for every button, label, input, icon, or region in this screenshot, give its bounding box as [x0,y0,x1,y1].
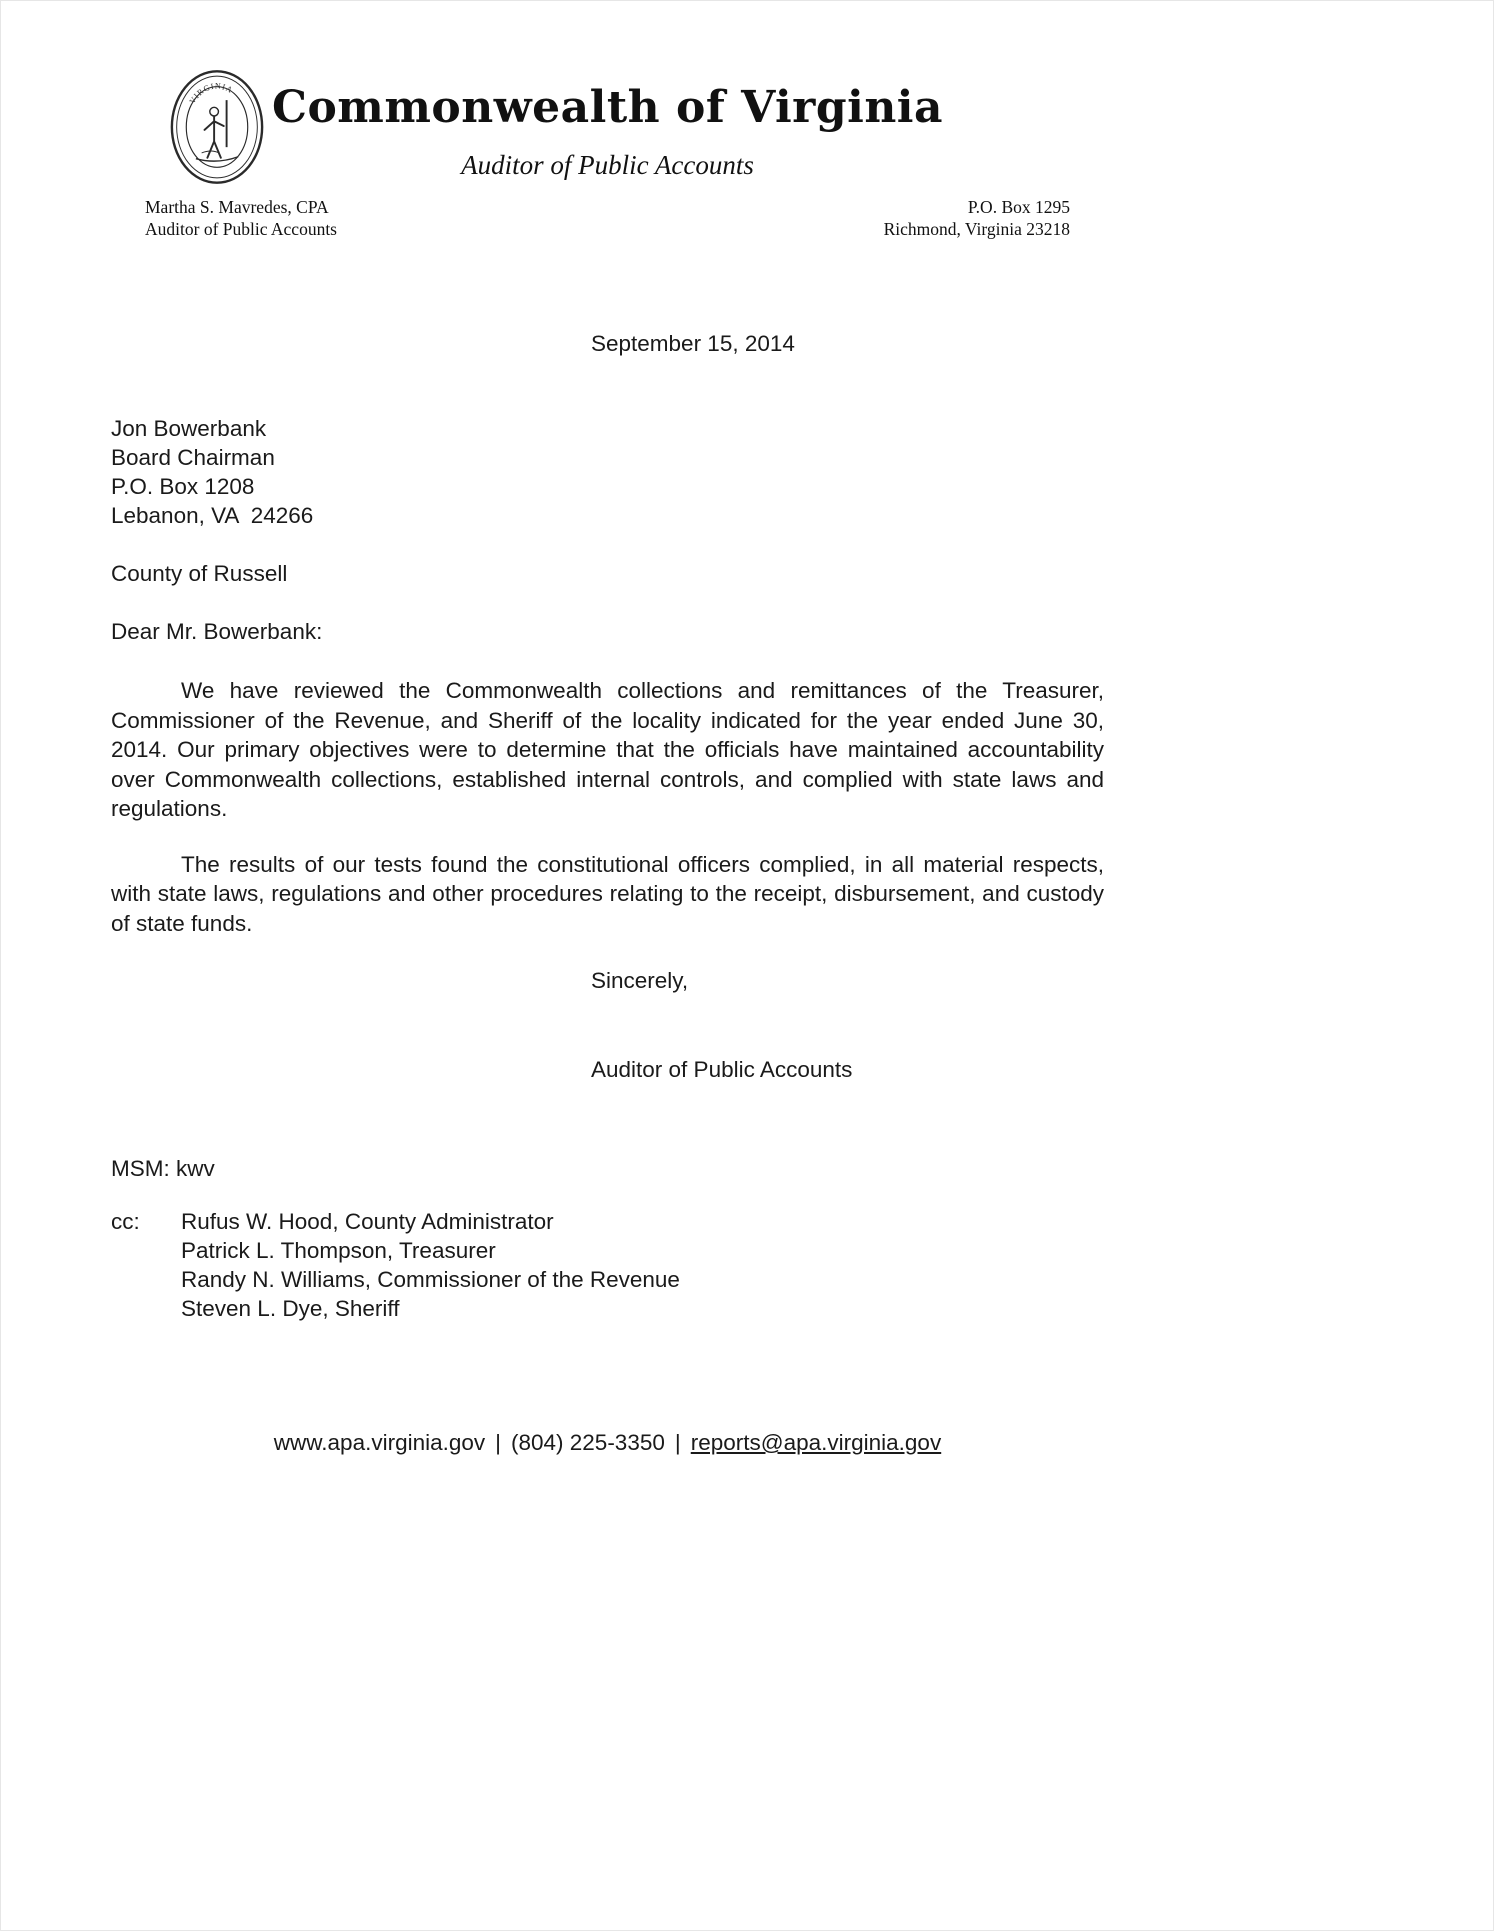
org-title: Commonwealth of Virginia [271,82,944,133]
letter-body [111,330,1104,1457]
signature-title: Auditor of Public Accounts [591,1057,853,1082]
svg-text:VIRGINIA: VIRGINIA [187,81,235,106]
locality-line: County of Russell [111,561,288,586]
recipient-po-box: P.O. Box 1208 [111,474,255,499]
footer-phone: (804) 225-3350 [511,1430,665,1455]
org-subtitle: Auditor of Public Accounts [461,150,754,180]
reference-initials: MSM: kwv [111,1156,215,1181]
cc-label: cc: [111,1209,140,1234]
letterhead-contacts [111,196,1104,240]
recipient-name: Jon Bowerbank [111,416,267,441]
recipient-city-state-zip: Lebanon, VA 24266 [111,503,314,528]
office-city: Richmond, Virginia 23218 [883,219,1070,239]
closing-line: Sincerely, [591,968,689,993]
auditor-name: Martha S. Mavredes, CPA [145,197,329,217]
footer-separator: | [674,1430,681,1455]
letter-date: September 15, 2014 [591,331,795,356]
cc-list [181,1207,680,1323]
letterhead [111,66,1104,240]
office-address [884,196,1104,240]
cc-item: Rufus W. Hood, County Administrator [181,1209,554,1234]
cc-item: Randy N. Williams, Commissioner of the Revenue [181,1267,680,1292]
virginia-seal-icon [169,68,265,186]
footer-separator: | [495,1430,501,1455]
paragraph-1: We have reviewed the Commonwealth collections and remittances of the Treasurer, Commissioner of the Revenue, and Sheriff of the locality indicated for the year ended June 30, 2014. Our primary objectives were to determine that the officials have maintained accountability over Commonwealth collections, established internal controls, and complied with state laws and regulations. [111,678,1104,821]
cc-item: Patrick L. Thompson, Treasurer [181,1238,496,1263]
auditor-title: Auditor of Public Accounts [145,219,337,239]
auditor-contact [145,196,337,240]
office-po-box: P.O. Box 1295 [967,197,1070,217]
contact-footer [111,1429,1104,1457]
paragraph-2: The results of our tests found the constitutional officers complied, in all material respects, with state laws, regulations and other procedures relating to the receipt, disbursement, and custody of state funds. [111,851,1104,936]
footer-website: www.apa.virginia.gov [273,1430,486,1455]
footer-email-link[interactable]: reports@apa.virginia.gov [690,1430,942,1455]
cc-block [111,1207,1104,1323]
salutation: Dear Mr. Bowerbank: [111,619,323,644]
recipient-title: Board Chairman [111,445,275,470]
recipient-address-block [111,414,1104,530]
cc-item: Steven L. Dye, Sheriff [181,1296,400,1321]
